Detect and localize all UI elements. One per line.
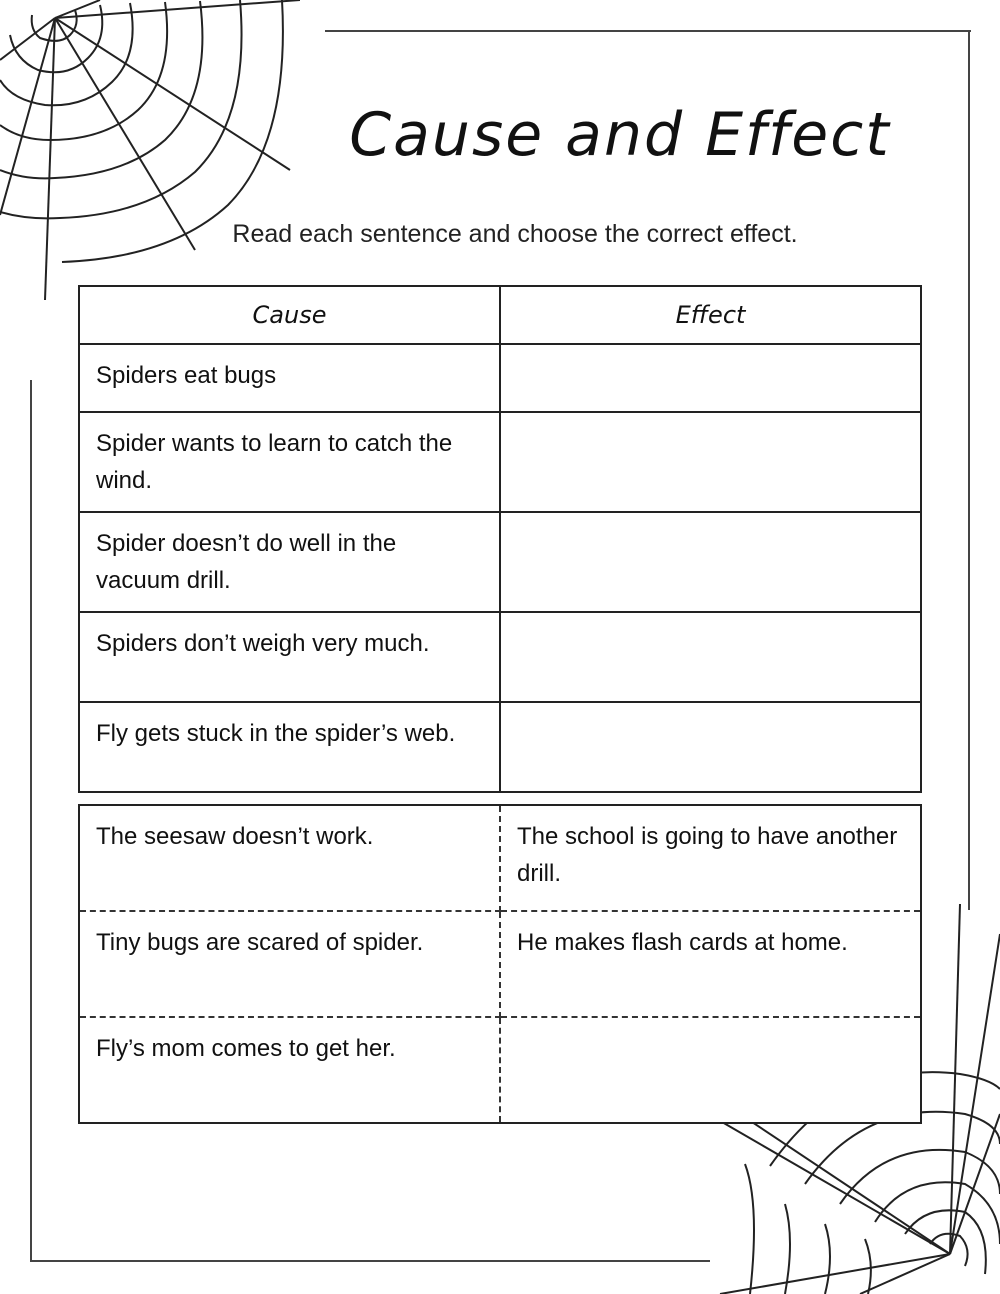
instructions-text: Read each sentence and choose the correct effect. [232,220,798,248]
table-row [79,702,921,792]
answer-card[interactable]: Tiny bugs are scared of spider. [79,911,500,1017]
cause-cell: Spider wants to learn to catch the wind. [79,412,500,512]
page-title: Cause and Effect [349,100,891,170]
answer-card[interactable]: He makes flash cards at home. [500,911,921,1017]
effect-drop-cell[interactable] [500,344,921,412]
answer-card-empty[interactable] [500,1017,921,1123]
effect-drop-cell[interactable] [500,512,921,612]
effect-drop-cell[interactable] [500,612,921,702]
cause-effect-table [78,285,922,793]
answer-bank-row [79,911,921,1017]
answer-card[interactable]: The seesaw doesn’t work. [79,805,500,911]
answer-bank-row [79,1017,921,1123]
answer-card[interactable]: The school is going to have another drill. [500,805,921,911]
effect-drop-cell[interactable] [500,412,921,512]
cause-column-header: Cause [79,286,500,344]
effect-drop-cell[interactable] [500,702,921,792]
cause-cell: Fly gets stuck in the spider’s web. [79,702,500,792]
cause-cell: Spiders don’t weigh very much. [79,612,500,702]
table-row [79,412,921,512]
answer-card[interactable]: Fly’s mom comes to get her. [79,1017,500,1123]
cause-cell: Spiders eat bugs [79,344,500,412]
answer-bank [78,804,922,1124]
table-row [79,612,921,702]
table-row [79,344,921,412]
frame-bottom-line [30,1260,710,1262]
table-header-row [79,286,921,344]
frame-top-line [325,30,971,32]
table-row [79,512,921,612]
effect-column-header: Effect [500,286,921,344]
answer-bank-row [79,805,921,911]
cause-cell: Spider doesn’t do well in the vacuum drill. [79,512,500,612]
frame-left-line [30,380,32,1260]
